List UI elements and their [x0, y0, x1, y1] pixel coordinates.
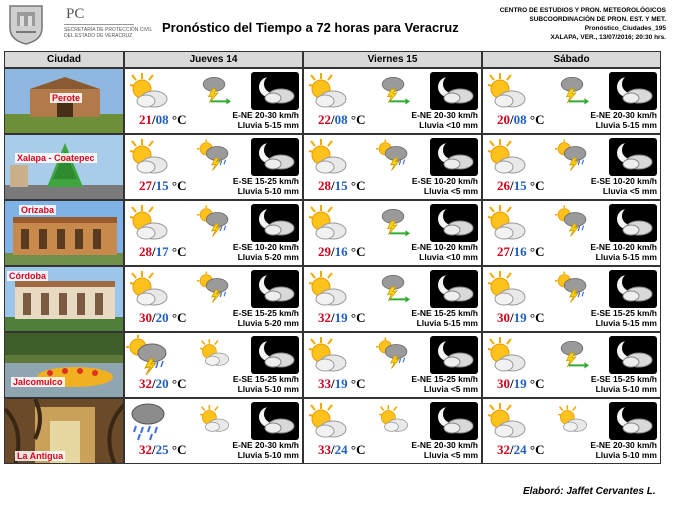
center-line: XALAPA, VER., 13/07/2016; 20:30 hrs. — [550, 34, 666, 41]
night-cloud-icon — [609, 402, 657, 440]
temp-min: 20 — [155, 310, 169, 325]
forecast-cell — [124, 68, 303, 134]
wind-text: E-NE 15-25 km/h — [411, 308, 478, 318]
wind-text: E-NE 20-30 km/h — [590, 440, 657, 450]
wind-rain-info — [411, 243, 478, 262]
pc-logo: PC — [66, 6, 85, 22]
temp-max: 32 — [139, 376, 152, 391]
city-cell — [4, 266, 124, 332]
temp-min: 15 — [155, 178, 169, 193]
storm-icon — [555, 337, 589, 369]
city-cell — [4, 398, 124, 464]
temp-min: 15 — [513, 178, 527, 193]
forecast-cell — [303, 68, 482, 134]
forecast-cell — [124, 200, 303, 266]
sun-cloud-icon — [305, 401, 349, 441]
forecast-cell — [124, 266, 303, 332]
table-row — [4, 68, 661, 134]
wind-rain-info — [412, 177, 478, 196]
forecast-cell — [303, 134, 482, 200]
temp-max: 32 — [139, 442, 152, 457]
rain-text: Lluvia 5-20 mm — [237, 317, 299, 328]
secretaria-name: SECRETARÍA DE PROTECCIÓN CIVIL DEL ESTADO DE VERACRUZ — [64, 27, 153, 39]
degree-unit: °C — [529, 442, 545, 457]
sun-cloud-icon — [484, 137, 528, 177]
rain-text: Lluvia 5-15 mm — [416, 317, 478, 328]
degree-unit: °C — [171, 244, 187, 259]
wind-rain-info — [590, 243, 657, 262]
rain-text: Lluvia 5-10 mm — [237, 185, 299, 196]
sun-cloud-icon — [484, 401, 528, 441]
forecast-cell — [482, 266, 661, 332]
city-cell — [4, 200, 124, 266]
rain-text: Lluvia 5-10 mm — [595, 383, 657, 394]
table-row — [4, 200, 661, 266]
temp-max: 27 — [139, 178, 152, 193]
forecast-cell — [124, 134, 303, 200]
temp-max: 30 — [497, 376, 510, 391]
temp-max: 26 — [497, 178, 510, 193]
storm-icon — [555, 73, 589, 105]
wind-text: E-NE 20-30 km/h — [232, 440, 299, 450]
degree-unit: °C — [529, 112, 545, 127]
night-cloud-icon — [609, 138, 657, 176]
sun-cloud-icon — [305, 203, 349, 243]
sun-storm-icon — [197, 271, 231, 303]
night-cloud-icon — [430, 402, 478, 440]
sun-cloud-icon — [305, 269, 349, 309]
temperature: 32/19 °C — [318, 310, 366, 325]
rain-text: Lluvia 5-20 mm — [237, 251, 299, 262]
degree-unit: °C — [529, 244, 545, 259]
state-seal-icon — [4, 2, 48, 46]
sun-storm-icon — [376, 139, 410, 171]
city-name: Xalapa - Coatepec — [17, 153, 95, 163]
wind-text: E-SE 10-20 km/h — [232, 242, 299, 252]
storm-icon — [376, 205, 410, 237]
night-cloud-icon — [251, 204, 299, 242]
temperature: 33/24 °C — [318, 442, 366, 457]
wind-text: E-SE 15-25 km/h — [590, 308, 657, 318]
rain-text: Lluvia 5-10 mm — [237, 383, 299, 394]
temperature: 27/15 °C — [139, 178, 187, 193]
temperature: 29/16 °C — [318, 244, 366, 259]
sun-storm-icon — [555, 139, 589, 171]
wind-text: E-NE 20-30 km/h — [411, 110, 478, 120]
city-cell — [4, 68, 124, 134]
wind-rain-info — [590, 441, 657, 460]
wind-rain-info — [233, 375, 299, 394]
night-cloud-icon — [430, 72, 478, 110]
temp-max: 22 — [318, 112, 331, 127]
center-line: CENTRO DE ESTUDIOS Y PRON. METEOROLÓGICOS — [499, 7, 666, 14]
wind-text: E-NE 10-20 km/h — [590, 242, 657, 252]
city-name: La Antigua — [17, 451, 64, 461]
city-photo — [5, 333, 123, 398]
header-logo — [4, 2, 154, 46]
temp-max: 28 — [318, 178, 331, 193]
column-header-day-2: Viernes 15 — [303, 51, 482, 68]
city-cell — [4, 332, 124, 398]
city-name: Perote — [52, 93, 81, 103]
temperature: 30/19 °C — [497, 376, 545, 391]
wind-rain-info — [411, 375, 478, 394]
city-name: Orizaba — [21, 205, 55, 215]
center-line: SUBCOORDINACIÓN DE PRON. EST. Y MET. — [529, 16, 666, 23]
wind-text: E-SE 10-20 km/h — [411, 176, 478, 186]
temp-min: 16 — [513, 244, 527, 259]
night-cloud-icon — [251, 402, 299, 440]
forecast-cell — [303, 332, 482, 398]
sun-storm-icon — [197, 139, 231, 171]
temp-min: 08 — [513, 112, 527, 127]
temp-min: 16 — [334, 244, 348, 259]
temp-min: 25 — [155, 442, 169, 457]
forecast-cell — [482, 68, 661, 134]
storm-icon — [376, 271, 410, 303]
sun-cloud-icon — [305, 71, 349, 111]
sun-cloud-icon — [484, 335, 528, 375]
rain-text: Lluvia <5 mm — [423, 383, 478, 394]
night-cloud-icon — [251, 72, 299, 110]
temp-min: 08 — [155, 112, 169, 127]
sun-cloud-icon — [126, 269, 170, 309]
sun-storm-icon — [555, 205, 589, 237]
wind-text: E-NE 20-30 km/h — [590, 110, 657, 120]
author-credit: Elaboró: Jaffet Cervantes L. — [523, 486, 656, 497]
temperature: 30/19 °C — [497, 310, 545, 325]
rain-cloud-icon — [126, 401, 170, 441]
temp-min: 19 — [513, 376, 527, 391]
forecast-cell — [482, 398, 661, 464]
wind-text: E-NE 10-20 km/h — [411, 242, 478, 252]
temperature: 32/24 °C — [497, 442, 545, 457]
wind-text: E-SE 15-25 km/h — [232, 308, 299, 318]
wind-rain-info — [411, 309, 478, 328]
night-cloud-icon — [430, 270, 478, 308]
temp-max: 20 — [497, 112, 510, 127]
temp-max: 33 — [318, 442, 331, 457]
rain-text: Lluvia <5 mm — [423, 449, 478, 460]
sun-storm-icon — [376, 337, 410, 369]
night-cloud-icon — [609, 336, 657, 374]
night-cloud-icon — [430, 204, 478, 242]
degree-unit: °C — [171, 442, 187, 457]
temp-min: 19 — [334, 376, 348, 391]
temp-max: 27 — [497, 244, 510, 259]
divider — [64, 24, 134, 25]
city-name: Córdoba — [9, 271, 46, 281]
temperature: 28/15 °C — [318, 178, 366, 193]
wind-text: E-SE 15-25 km/h — [232, 176, 299, 186]
wind-rain-info — [591, 177, 657, 196]
wind-text: E-NE 20-30 km/h — [411, 440, 478, 450]
wind-rain-info — [232, 441, 299, 460]
rain-text: Lluvia 5-10 mm — [237, 449, 299, 460]
table-row — [4, 134, 661, 200]
sun-cloud-icon — [376, 403, 410, 435]
forecast-cell — [482, 134, 661, 200]
city-name: Jalcomulco — [13, 377, 63, 387]
degree-unit: °C — [529, 310, 545, 325]
temp-min: 19 — [513, 310, 527, 325]
sun-cloud-icon — [484, 203, 528, 243]
page-title: Pronóstico del Tiempo a 72 horas para Veracruz — [162, 20, 459, 35]
column-header-city: Ciudad — [4, 51, 124, 68]
sun-storm-icon — [555, 271, 589, 303]
city-cell — [4, 134, 124, 200]
temp-min: 24 — [334, 442, 348, 457]
column-header-day-1: Jueves 14 — [124, 51, 303, 68]
table-body — [4, 68, 661, 464]
wind-rain-info — [411, 111, 478, 130]
temp-max: 29 — [318, 244, 331, 259]
temperature: 32/25 °C — [139, 442, 187, 457]
forecast-cell — [482, 332, 661, 398]
wind-text: E-NE 15-25 km/h — [411, 374, 478, 384]
temp-max: 30 — [497, 310, 510, 325]
table-header — [4, 51, 661, 68]
degree-unit: °C — [529, 178, 545, 193]
temperature: 22/08 °C — [318, 112, 366, 127]
temp-min: 08 — [334, 112, 348, 127]
temp-max: 30 — [139, 310, 152, 325]
column-header-day-3: Sábado — [482, 51, 661, 68]
degree-unit: °C — [171, 112, 187, 127]
rain-text: Lluvia 5-10 mm — [595, 449, 657, 460]
forecast-cell — [482, 200, 661, 266]
wind-rain-info — [411, 441, 478, 460]
temp-min: 17 — [155, 244, 169, 259]
wind-text: E-SE 10-20 km/h — [590, 176, 657, 186]
sun-cloud-icon — [126, 137, 170, 177]
wind-text: E-NE 20-30 km/h — [232, 110, 299, 120]
degree-unit: °C — [171, 376, 187, 391]
temp-max: 32 — [318, 310, 331, 325]
sun-cloud-icon — [555, 403, 589, 435]
temp-min: 20 — [155, 376, 169, 391]
forecast-cell — [303, 398, 482, 464]
temperature: 32/20 °C — [139, 376, 187, 391]
night-cloud-icon — [609, 270, 657, 308]
temperature: 20/08 °C — [497, 112, 545, 127]
center-info — [500, 6, 666, 42]
temp-min: 24 — [513, 442, 527, 457]
wind-rain-info — [233, 243, 299, 262]
temp-max: 33 — [318, 376, 331, 391]
wind-rain-info — [233, 177, 299, 196]
rain-text: Lluvia <5 mm — [602, 185, 657, 196]
wind-text: E-SE 15-25 km/h — [590, 374, 657, 384]
night-cloud-icon — [251, 270, 299, 308]
wind-text: E-SE 15-25 km/h — [232, 374, 299, 384]
table-row — [4, 398, 661, 464]
degree-unit: °C — [350, 178, 366, 193]
sun-cloud-icon — [484, 269, 528, 309]
sun-cloud-icon — [197, 403, 231, 435]
wind-rain-info — [591, 375, 657, 394]
sun-cloud-icon — [305, 137, 349, 177]
degree-unit: °C — [350, 244, 366, 259]
degree-unit: °C — [350, 112, 366, 127]
temp-max: 21 — [139, 112, 152, 127]
temperature: 21/08 °C — [139, 112, 187, 127]
rain-text: Lluvia <5 mm — [423, 185, 478, 196]
rain-text: Lluvia 5-15 mm — [595, 317, 657, 328]
wind-rain-info — [232, 111, 299, 130]
forecast-cell — [124, 398, 303, 464]
storm-icon — [376, 73, 410, 105]
sun-cloud-icon — [126, 203, 170, 243]
degree-unit: °C — [350, 376, 366, 391]
table-row — [4, 266, 661, 332]
forecast-cell — [303, 266, 482, 332]
degree-unit: °C — [350, 310, 366, 325]
temperature: 30/20 °C — [139, 310, 187, 325]
rain-text: Lluvia 5-15 mm — [595, 251, 657, 262]
temperature: 27/16 °C — [497, 244, 545, 259]
degree-unit: °C — [171, 310, 187, 325]
storm-icon — [197, 73, 231, 105]
sun-cloud-icon — [197, 337, 231, 369]
degree-unit: °C — [350, 442, 366, 457]
temp-min: 15 — [334, 178, 348, 193]
night-cloud-icon — [609, 204, 657, 242]
sun-cloud-icon — [484, 71, 528, 111]
temperature: 28/17 °C — [139, 244, 187, 259]
temp-max: 32 — [497, 442, 510, 457]
degree-unit: °C — [171, 178, 187, 193]
sun-cloud-icon — [126, 71, 170, 111]
night-cloud-icon — [430, 336, 478, 374]
rain-text: Lluvia 5-15 mm — [595, 119, 657, 130]
sun-cloud-icon — [305, 335, 349, 375]
wind-rain-info — [233, 309, 299, 328]
temperature: 33/19 °C — [318, 376, 366, 391]
night-cloud-icon — [251, 138, 299, 176]
rain-text: Lluvia <10 mm — [419, 119, 478, 130]
city-photo — [5, 135, 123, 200]
night-cloud-icon — [609, 72, 657, 110]
night-cloud-icon — [430, 138, 478, 176]
forecast-table — [4, 51, 661, 464]
wind-rain-info — [591, 309, 657, 328]
table-row — [4, 332, 661, 398]
center-line: Pronóstico_Ciudades_195 — [584, 25, 666, 32]
rain-text: Lluvia <10 mm — [419, 251, 478, 262]
night-cloud-icon — [251, 336, 299, 374]
degree-unit: °C — [529, 376, 545, 391]
forecast-cell — [124, 332, 303, 398]
temperature: 26/15 °C — [497, 178, 545, 193]
forecast-cell — [303, 200, 482, 266]
temp-min: 19 — [334, 310, 348, 325]
rain-text: Lluvia 5-15 mm — [237, 119, 299, 130]
sun-storm-icon — [197, 205, 231, 237]
wind-rain-info — [590, 111, 657, 130]
sun-storm-icon — [126, 335, 170, 375]
temp-max: 28 — [139, 244, 152, 259]
